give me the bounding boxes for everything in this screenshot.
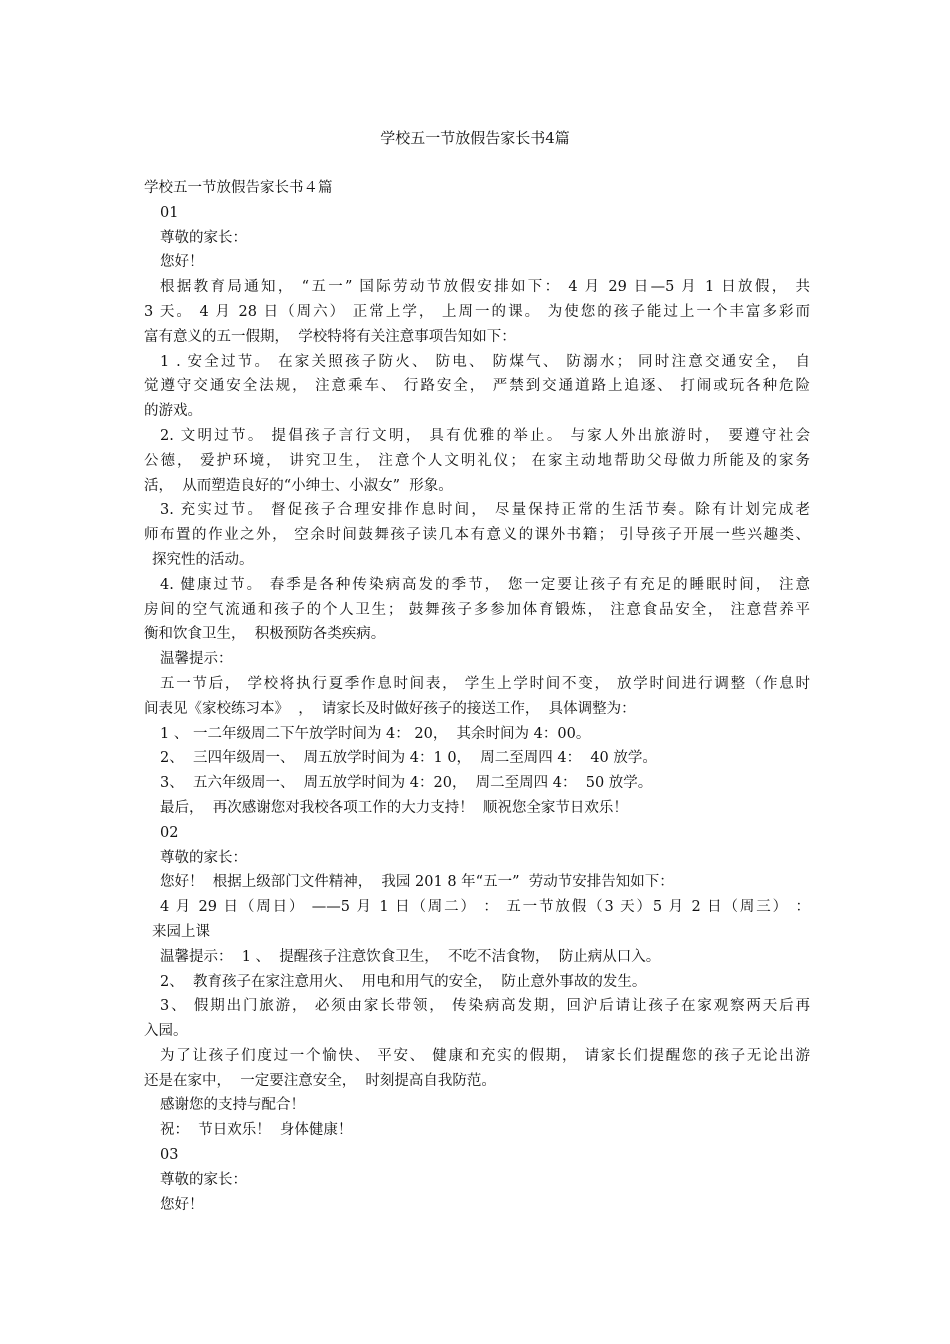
- text-line: 富有意义的五一假期， 学校特将有关注意事项告知如下：: [144, 328, 516, 345]
- text-line: 1 、 一二年级周二下午放学时间为 4： 20， 其余时间为 4：00。: [160, 725, 591, 742]
- text-line: 根据教育局通知， “五一” 国际劳动节放假安排如下： 4 月 29 日—5 月 1 日放假， 共: [160, 279, 810, 296]
- text-line: 五一节后， 学校将执行夏季作息时间表， 学生上学时间不变， 放学时间进行调整（作息时: [160, 675, 810, 692]
- page-title: 学校五一节放假告家长书4篇: [380, 129, 570, 147]
- text-line: 尊敬的家长：: [160, 849, 247, 866]
- text-line: 还是在家中， 一定要注意安全， 时刻提高自我防范。: [144, 1072, 496, 1089]
- text-line: 师布置的作业之外， 空余时间鼓舞孩子读几本有意义的课外书籍； 引导孩子开展一些兴趣类、: [144, 527, 810, 544]
- text-line: 房间的空气流通和孩子的个人卫生； 鼓舞孩子多参加体育锻炼， 注意食品安全， 注意营养平: [144, 601, 810, 618]
- text-line: 3 天。 4 月 28 日（周六） 正常上学， 上周一的课。 为使您的孩子能过上一个丰富多彩而: [144, 303, 810, 320]
- text-line: 2、 三四年级周一、 周五放学时间为 4：1 0， 周二至周四 4： 40 放学。: [160, 750, 657, 767]
- text-line: 03: [160, 1147, 179, 1164]
- text-line: 祝： 节日欢乐！ 身体健康！: [160, 1122, 353, 1139]
- document-body: [144, 176, 810, 1217]
- text-line: 衡和饮食卫生， 积极预防各类疾病。: [144, 626, 386, 643]
- text-line: 来园上课: [152, 923, 210, 940]
- text-line: 为了让孩子们度过一个愉快、 平安、 健康和充实的假期， 请家长们提醒您的孩子无论出游: [160, 1047, 810, 1064]
- text-line: 3. 充实过节。 督促孩子合理安排作息时间， 尽量保持正常的生活节奏。除有计划完成老: [160, 502, 810, 519]
- text-line: 3、 五六年级周一、 周五放学时间为 4：20， 周二至周四 4： 50 放学。: [160, 775, 653, 792]
- text-line: 的游戏。: [144, 403, 202, 420]
- text-line: 3、 假期出门旅游， 必须由家长带领， 传染病高发期，回沪后请让孩子在家观察两天后再: [160, 998, 810, 1015]
- text-line: 公德， 爱护环境， 讲究卫生， 注意个人文明礼仪； 在家主动地帮助父母做力所能及的家务: [144, 452, 810, 469]
- text-line: 活， 从而塑造良好的“小绅士、小淑女” 形象。: [144, 477, 453, 494]
- text-line: 尊敬的家长：: [160, 1171, 247, 1188]
- text-line: 探究性的活动。: [152, 551, 254, 568]
- text-line: 入园。: [144, 1023, 188, 1040]
- text-line: 您好！: [160, 1196, 204, 1213]
- text-line: 觉遵守交通安全法规， 注意乘车、 行路安全， 严禁到交通道路上追逐、 打闹或玩各种危险: [144, 378, 810, 395]
- text-line: 2、 教育孩子在家注意用火、 用电和用气的安全， 防止意外事故的发生。: [160, 973, 647, 990]
- text-line: 01: [160, 204, 179, 221]
- text-line: 您好！ 根据上级部门文件精神， 我园 201 8 年“五一” 劳动节安排告知如下：: [160, 874, 674, 891]
- text-line: 尊敬的家长：: [160, 229, 247, 246]
- text-line: 感谢您的支持与配合！: [160, 1097, 305, 1114]
- text-line: 间表见《家校练习本》 ， 请家长及时做好孩子的接送工作， 具体调整为：: [144, 700, 636, 717]
- text-line: 学校五一节放假告家长书４篇: [144, 180, 333, 196]
- text-line: 温馨提示： 1 、 提醒孩子注意饮食卫生， 不吃不洁食物， 防止病从口入。: [160, 948, 661, 965]
- text-line: 2. 文明过节。 提倡孩子言行文明， 具有优雅的举止。 与家人外出旅游时， 要遵守社会: [160, 427, 810, 444]
- text-line: 4. 健康过节。 春季是各种传染病高发的季节， 您一定要让孩子有充足的睡眠时间， 注意: [160, 576, 810, 593]
- text-line: 1 . 安全过节。 在家关照孩子防火、 防电、 防煤气、 防溺水； 同时注意交通安全， 自: [160, 353, 810, 370]
- text-line: 4 月 29 日（周日） ——5 月 1 日（周二） ： 五一节放假（3 天）5 月 2 日（周三） ：: [160, 899, 810, 916]
- text-line: 温馨提示：: [160, 651, 233, 668]
- text-line: 您好！: [160, 254, 204, 271]
- text-line: 最后， 再次感谢您对我校各项工作的大力支持！ 顺祝您全家节日欢乐！: [160, 799, 628, 816]
- text-line: 02: [160, 824, 179, 841]
